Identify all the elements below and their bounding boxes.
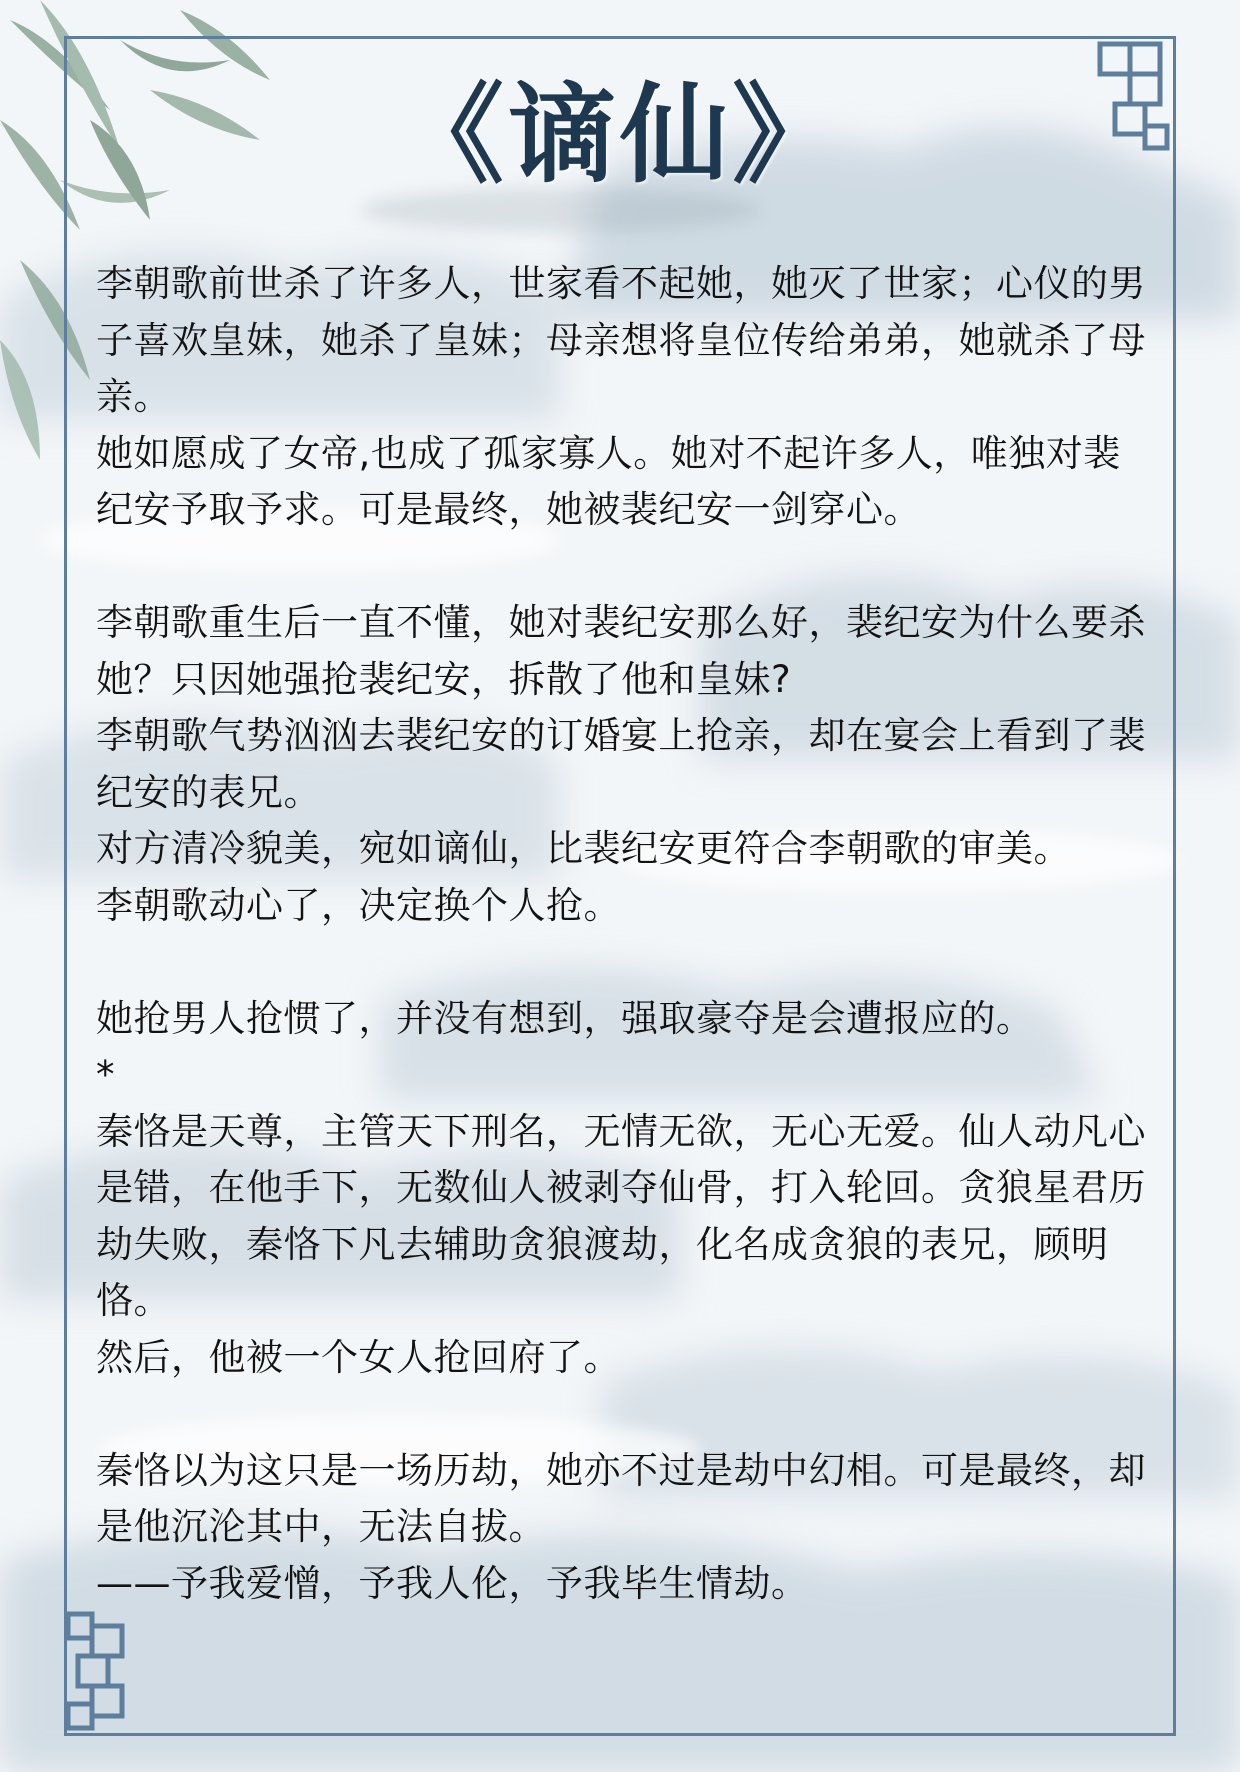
paragraph: 她抢男人抢惯了，并没有想到，强取豪夺是会遭报应的。 <box>96 996 1034 1040</box>
paragraph: 秦恪是天尊，主管天下刑名，无情无欲，无心无爱。仙人动凡心是错，在他手下，无数仙人被剥夺仙骨，打入轮回。贪狼星君历劫失败，秦恪下凡去辅助贪狼渡劫，化名成贪狼的表兄，顾明恪。 <box>96 1109 1146 1322</box>
paragraph: 对方清冷貌美，宛如谪仙，比裴纪安更符合李朝歌的审美。 <box>96 827 1071 870</box>
blank-line <box>96 1386 1146 1443</box>
paragraph: 秦恪以为这只是一场历劫，她亦不过是劫中幻相。可是最终，却是他沉沦其中，无法自拔。 <box>96 1448 1146 1548</box>
blank-line <box>96 539 1146 596</box>
section-separator: * <box>96 1053 115 1096</box>
closing-quote: ——予我爱憎，予我人伦，予我毕生情劫。 <box>96 1561 809 1605</box>
paragraph: 李朝歌重生后一直不懂，她对裴纪安那么好，裴纪安为什么要杀她？只因她强抢裴纪安，拆散了他和皇妹? <box>96 601 1146 701</box>
paragraph: 然后，他被一个女人抢回府了。 <box>96 1335 621 1379</box>
page-title: 《谪仙》 <box>395 73 844 198</box>
lattice-corner-bottom-left <box>64 1608 154 1738</box>
paragraph: 李朝歌动心了，决定换个人抢。 <box>96 883 621 927</box>
paragraph: 李朝歌前世杀了许多人，世家看不起她，她灭了世家；心仪的男子喜欢皇妹，她杀了皇妹；母亲想将皇位传给弟弟，她就杀了母亲。 <box>96 262 1146 418</box>
paragraph: 李朝歌气势汹汹去裴纪安的订婚宴上抢亲，却在宴会上看到了裴纪安的表兄。 <box>96 714 1146 814</box>
blank-line <box>96 934 1146 991</box>
paragraph: 她如愿成了女帝,也成了孤家寡人。她对不起许多人，唯独对裴纪安予取予求。可是最终，她被裴纪安一剑穿心。 <box>96 431 1121 531</box>
synopsis-text <box>96 256 1146 1612</box>
